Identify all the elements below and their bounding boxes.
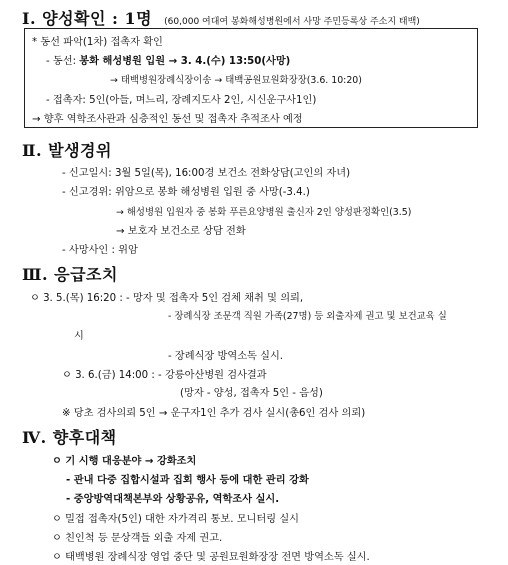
s3-line-4: ㅇ 3. 6.(금) 14:00 : - 강릉아산병원 검사결과: [62, 370, 267, 381]
box-line-5: → 향후 역학조사관과 심층적인 동선 및 접촉자 추적조사 예정: [32, 114, 303, 125]
s2-line-5: - 사망사인 : 위암: [62, 245, 138, 256]
box-line-4: - 접촉자: 5인(아들, 며느리, 장례지도사 2인, 시신운구사1인): [46, 95, 317, 106]
s2-line-3: → 해성병원 입원자 중 봉화 푸른요양병원 출신자 2인 양성판정확인(3.5): [116, 207, 412, 218]
section1-title-note: (60,000 여대여 봉화해성병원에서 사망 주민등록상 주소지 태백): [164, 17, 420, 27]
s4-line-4: ㅇ 밀접 접촉자(5인) 대한 자가격리 통보. 모니터링 실시: [52, 514, 299, 525]
box-line-2-prefix: - 동선:: [46, 56, 80, 67]
s3-line-2: - 장례식장 조문객 직원 가족(27명) 등 외출자제 권고 및 보건교육 실: [168, 311, 447, 322]
s4-line-6: ㅇ 태백병원 장례식장 영업 중단 및 공원묘원화장장 전면 방역소독 실시.: [52, 552, 370, 563]
s4-line-5: ㅇ 친인척 등 문상객들 외출 자제 권고.: [52, 533, 223, 544]
section4-title: Ⅳ. 향후대책: [22, 428, 117, 447]
s3-line-3: - 장례식장 방역소독 실시.: [168, 351, 284, 362]
section2-title: Ⅱ. 발생경위: [22, 141, 112, 160]
s4-line-1: ㅇ 기 시행 대응분야 → 강화조치: [52, 456, 197, 467]
section1-title-row: [22, 6, 420, 29]
s4-line-2: - 관내 다중 집합시설과 집회 행사 등에 대한 관리 강화: [66, 475, 309, 486]
s3-line-5: (망자 - 양성, 접촉자 5인 - 음성): [180, 388, 323, 399]
s4-line-3: - 중앙방역대책본부와 상황공유, 역학조사 실시.: [66, 494, 280, 505]
section3-title: Ⅲ. 응급조치: [22, 265, 118, 284]
section1-title: Ⅰ. 양성확인 : 1명: [22, 9, 153, 28]
box-line-2-bold: 봉화 해성병원 입원 → 3. 4.(수) 13:50(사망): [79, 56, 291, 67]
s3-line-1: ㅇ 3. 5.(목) 16:20 : - 망자 및 접촉자 5인 검체 채취 및 의뢰,: [30, 293, 304, 304]
box-line-1: * 동선 파악(1차) 접촉자 확인: [32, 37, 163, 48]
box-line-3: → 태백병원장례식장이송 → 태백공원묘원화장장(3.6. 10:20): [110, 75, 362, 86]
box-line-2: [46, 52, 290, 67]
s2-line-4: → 보호자 보건소로 상담 전화: [116, 226, 246, 237]
s3-line-2b: 시: [74, 331, 84, 342]
s2-line-1: - 신고일시: 3월 5일(목), 16:00경 보건소 전화상담(고인의 자녀): [62, 168, 351, 179]
s3-line-6: ※ 당초 검사의뢰 5인 → 운구자1인 추가 검사 실시(총6인 검사 의뢰): [62, 408, 366, 419]
s2-line-2: - 신고경위: 위암으로 봉화 해성병원 입원 중 사망(-3.4.): [62, 187, 310, 198]
